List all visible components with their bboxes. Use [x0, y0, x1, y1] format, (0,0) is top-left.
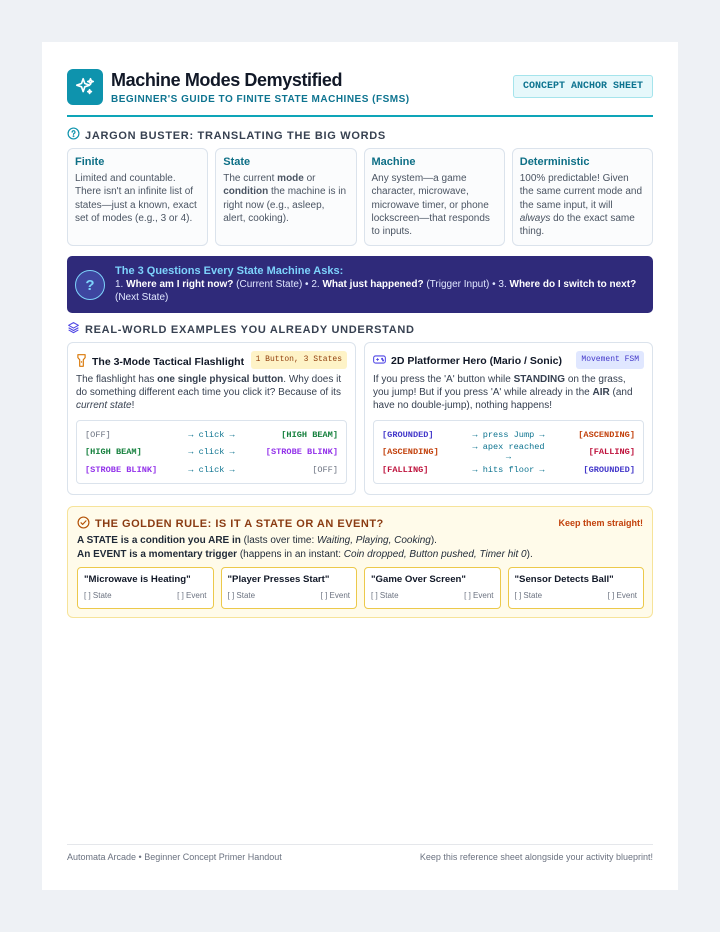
check-circle-icon: [77, 516, 90, 532]
question-icon: ?: [75, 270, 105, 300]
flashlight-card: [67, 342, 356, 495]
platformer-badge: Movement FSM: [576, 351, 644, 369]
platformer-description: If you press the 'A' button while STANDING on the grass, you jump! But if you press 'A' while already in the AIR (and have no double-jump), nothing happens!: [373, 374, 633, 411]
platformer-title: 2D Platformer Hero (Mario / Sonic): [373, 354, 562, 368]
sparkles-icon: [67, 69, 103, 105]
quiz-label: "Microwave is Heating": [84, 574, 191, 585]
jargon-card-deterministic: [512, 148, 653, 246]
page-subtitle: BEGINNER'S GUIDE TO FINITE STATE MACHINES (FSMS): [111, 94, 410, 105]
layers-icon: [67, 321, 80, 339]
footer-left: Automata Arcade • Beginner Concept Primer Handout: [67, 852, 282, 862]
event-checkbox[interactable]: [ ] Event: [607, 591, 637, 600]
golden-rule-heading: THE GOLDEN RULE: IS IT A STATE OR AN EVENT?: [77, 516, 384, 532]
jargon-heading-text: JARGON BUSTER: TRANSLATING THE BIG WORDS: [85, 130, 386, 142]
handout-page: [42, 42, 678, 890]
golden-rule-note: Keep them straight!: [558, 518, 643, 528]
examples-heading-text: REAL-WORLD EXAMPLES YOU ALREADY UNDERSTAND: [85, 324, 415, 336]
transition-row: [STROBE BLINK] → click → [OFF]: [85, 464, 338, 475]
definition: 100% predictable! Given the same current mode and the same input, it will always do the exact same thing.: [519, 173, 643, 238]
flashlight-transitions: [76, 420, 347, 484]
state-checkbox[interactable]: [ ] State: [514, 591, 543, 600]
jargon-card-machine: [364, 148, 505, 246]
flashlight-badge: 1 Button, 3 States: [251, 351, 347, 369]
state-checkbox[interactable]: [ ] State: [371, 591, 399, 600]
gamepad-icon: [373, 354, 386, 368]
quiz-cards: [77, 567, 644, 609]
footer-right: Keep this reference sheet alongside your activity blueprint!: [419, 852, 653, 862]
state-checkbox[interactable]: [ ] State: [227, 591, 256, 600]
flashlight-description: The flashlight has one single physical button. Why does it do something different each time you click it? Because of its current state!: [76, 374, 342, 411]
examples-cards: [67, 342, 653, 495]
definition: Limited and countable. There isn't an infinite list of states—just a known, exact set of modes (e.g., 3 or 4).: [75, 173, 197, 224]
event-checkbox[interactable]: [ ] Event: [464, 591, 494, 600]
examples-heading: [67, 322, 415, 338]
quiz-card: [221, 567, 358, 609]
definition: The current mode or condition the machine is in right now (e.g., asleep, alert, cooking).: [223, 173, 347, 224]
transition-row: [OFF] → click → [HIGH BEAM]: [85, 429, 338, 440]
term: Deterministic: [519, 156, 590, 168]
term: Machine: [371, 156, 416, 168]
event-checkbox[interactable]: [ ] Event: [320, 591, 350, 600]
jargon-heading: [67, 128, 386, 144]
state-definition: A STATE is a condition you ARE in (lasts over time: Waiting, Playing, Cooking).: [77, 535, 437, 546]
page-title: Machine Modes Demystified: [111, 70, 343, 90]
transition-row: [GROUNDED] → press Jump → [ASCENDING]: [382, 429, 635, 440]
jargon-card-finite: [67, 148, 208, 246]
platformer-transitions: [373, 420, 644, 484]
transition-row: [HIGH BEAM] → click → [STROBE BLINK]: [85, 447, 338, 458]
state-checkbox[interactable]: [ ] State: [84, 591, 112, 600]
quiz-card: [364, 567, 501, 609]
transition-row: [ASCENDING] → apex reached → [FALLING]: [382, 442, 635, 463]
questions-list: 1. Where am I right now? (Current State) • 2. What just happened? (Trigger Input) • 3. Where do I switch to next? (Next State): [115, 279, 637, 303]
header: [67, 69, 653, 117]
platformer-card: [364, 342, 653, 495]
jargon-cards: [67, 148, 653, 246]
jargon-card-state: [215, 148, 356, 246]
event-checkbox[interactable]: [ ] Event: [177, 591, 207, 600]
footer-divider: [67, 844, 653, 845]
quiz-label: "Sensor Detects Ball": [514, 574, 614, 585]
definition: Any system—a game character, microwave, microwave timer, or phone lockscreen—that responds to inputs.: [371, 173, 490, 238]
golden-rule-panel: [67, 506, 653, 618]
quiz-label: "Game Over Screen": [371, 574, 466, 585]
term: State: [223, 156, 251, 168]
quiz-card: [508, 567, 645, 609]
quiz-card: [77, 567, 214, 609]
sheet-tag: CONCEPT ANCHOR SHEET: [513, 75, 653, 98]
questions-title: The 3 Questions Every State Machine Asks:: [115, 265, 344, 277]
event-definition: An EVENT is a momentary trigger (happens in an instant: Coin dropped, Button pushed, Timer hit 0).: [77, 549, 533, 560]
quiz-label: "Player Presses Start": [227, 574, 330, 585]
term: Finite: [75, 156, 105, 168]
help-circle-icon: [67, 127, 80, 145]
header-divider: [67, 115, 653, 117]
flashlight-icon: [76, 354, 87, 370]
questions-banner: [67, 256, 653, 313]
flashlight-title: The 3-Mode Tactical Flashlight: [76, 354, 244, 370]
transition-row: [FALLING] → hits floor → [GROUNDED]: [382, 464, 635, 475]
